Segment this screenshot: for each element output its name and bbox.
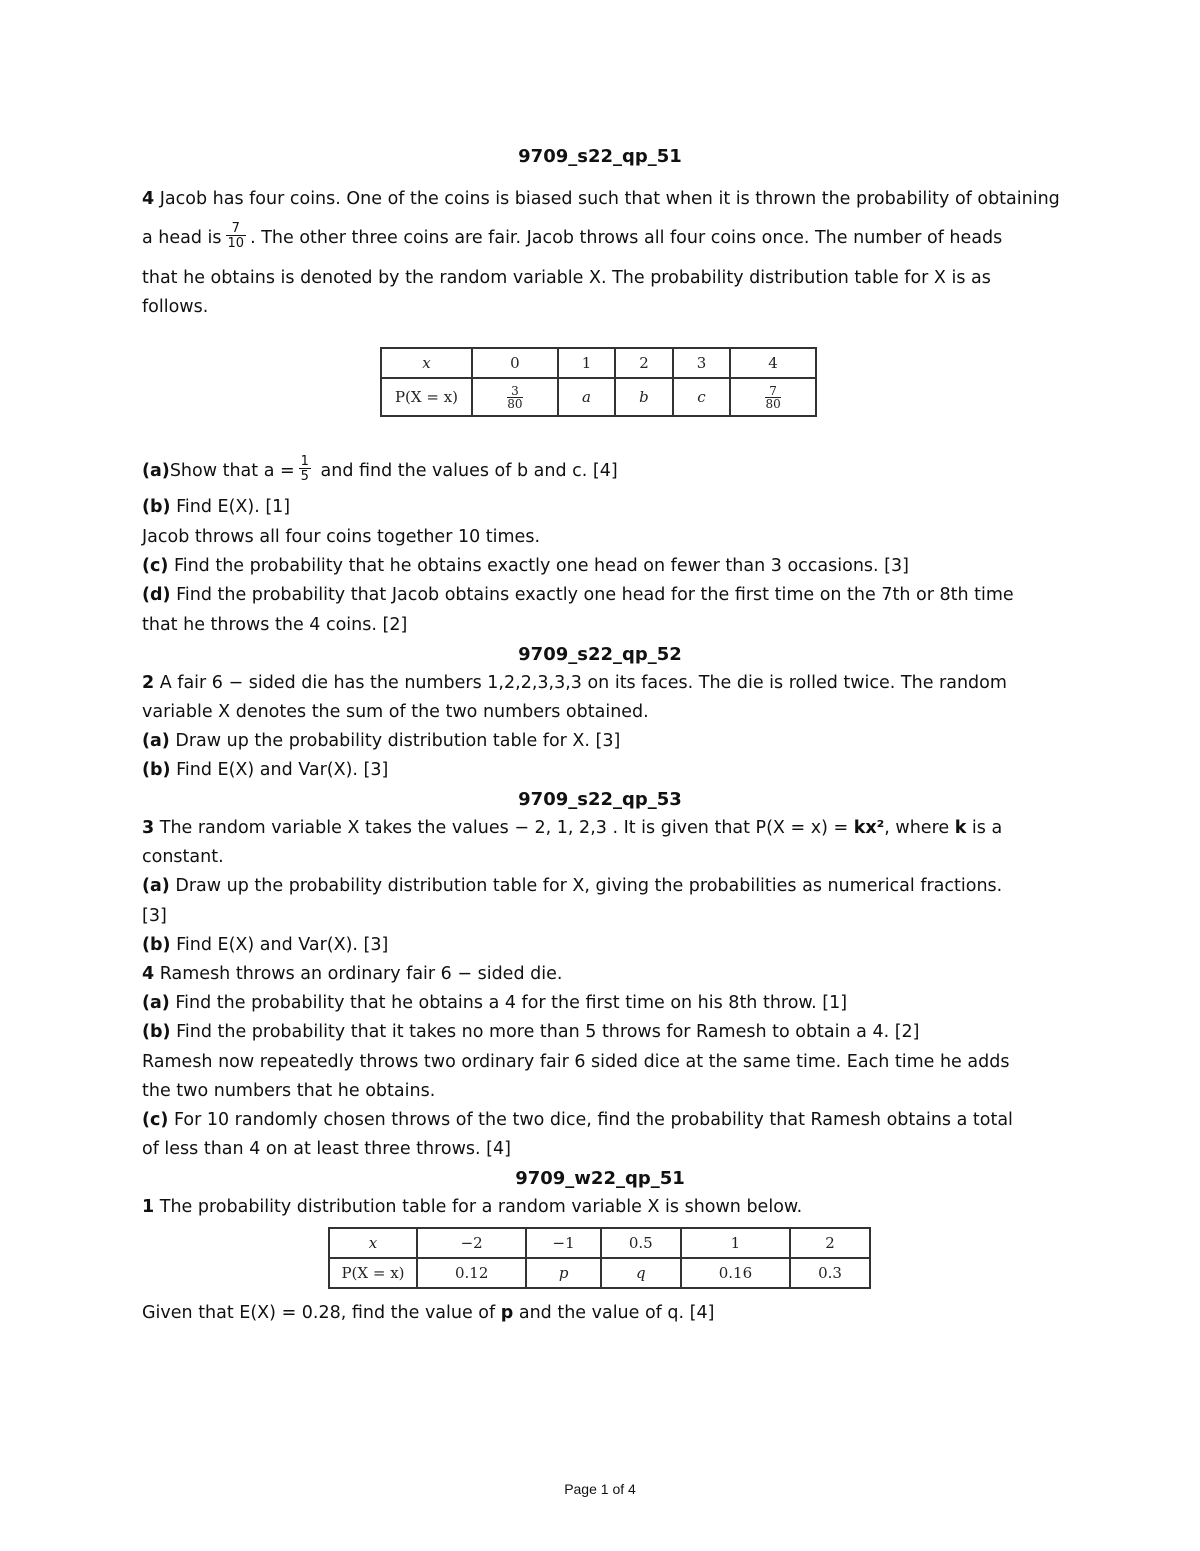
- question-line: [142, 221, 1003, 252]
- question-line: [142, 876, 1002, 896]
- probability-table: [380, 347, 817, 417]
- table-cell: 3: [673, 348, 730, 378]
- fraction: [299, 455, 311, 483]
- table-cell: −1: [526, 1228, 601, 1258]
- question-text: The probability distribution table for a random variable X is shown below.: [154, 1197, 803, 1217]
- question-text: Draw up the probability distribution table for X, giving the probabilities as numerical fractions.: [169, 876, 1003, 896]
- question-text: Jacob has four coins. One of the coins is biased such that when it is thrown the probability of obtaining: [159, 189, 1060, 209]
- table-cell: c: [673, 378, 730, 416]
- section-heading: 9709_s22_qp_52: [518, 644, 682, 665]
- table-cell: [730, 378, 816, 416]
- section-heading: 9709_w22_qp_51: [515, 1168, 685, 1189]
- question-line: [142, 556, 909, 576]
- fraction: [226, 222, 247, 250]
- table-row-label: P(X = x): [381, 378, 472, 416]
- question-line: [142, 454, 618, 485]
- table-cell: 2: [615, 348, 673, 378]
- question-line: that he throws the 4 coins. [2]: [142, 615, 408, 635]
- fraction-numerator: 1: [300, 454, 309, 469]
- table-cell: 0.12: [417, 1258, 526, 1288]
- question-line: the two numbers that he obtains.: [142, 1081, 436, 1101]
- fraction-numerator: 3: [507, 385, 522, 398]
- table-cell: [472, 378, 558, 416]
- question-line: [142, 993, 847, 1013]
- question-line: [142, 760, 388, 780]
- table-cell: 0.3: [790, 1258, 870, 1288]
- question-text: is a: [966, 818, 1003, 838]
- table-header-label: x: [329, 1228, 417, 1258]
- question-text: Find E(X) and Var(X). [3]: [170, 760, 389, 780]
- table-cell: 1: [558, 348, 615, 378]
- question-text: Find the probability that he obtains exactly one head on fewer than 3 occasions. [3]: [168, 556, 909, 576]
- question-text: A fair 6 − sided die has the numbers 1,2,2,3,3,3 on its faces. The die is rolled twice. The random: [154, 673, 1007, 693]
- table-cell: −2: [417, 1228, 526, 1258]
- question-line: variable X denotes the sum of the two numbers obtained.: [142, 702, 649, 722]
- question-text: , where: [884, 818, 955, 838]
- question-text: Ramesh throws an ordinary fair 6 − sided die.: [154, 964, 563, 984]
- question-line: [3]: [142, 906, 167, 926]
- table-cell: 2: [790, 1228, 870, 1258]
- question-line: follows.: [142, 297, 209, 317]
- math-variable: p: [500, 1303, 514, 1323]
- question-text: Find the probability that it takes no more than 5 throws for Ramesh to obtain a 4. [2]: [170, 1022, 920, 1042]
- part-label: (b): [142, 935, 171, 955]
- page-number: Page 1 of 4: [564, 1481, 636, 1497]
- table-row-label: P(X = x): [329, 1258, 417, 1288]
- question-text: and find the values of b and c. [4]: [314, 461, 618, 481]
- fraction-denominator: 10: [227, 236, 245, 251]
- question-text: Show that a =: [169, 461, 295, 481]
- part-label: (a): [142, 993, 170, 1013]
- question-line: of less than 4 on at least three throws. [4]: [142, 1139, 511, 1159]
- question-line: [142, 673, 1007, 693]
- question-text: Draw up the probability distribution table for X. [3]: [169, 731, 621, 751]
- question-number: 4: [142, 189, 155, 209]
- question-line: [142, 964, 562, 984]
- part-label: (b): [142, 760, 171, 780]
- question-text: For 10 randomly chosen throws of the two dice, find the probability that Ramesh obtains a total: [168, 1110, 1013, 1130]
- question-line: Ramesh now repeatedly throws two ordinary fair 6 sided dice at the same time. Each time he adds: [142, 1052, 1010, 1072]
- part-label: (d): [142, 585, 171, 605]
- question-line: [142, 935, 388, 955]
- part-label: (a): [142, 461, 170, 481]
- question-text: a head is: [142, 228, 222, 248]
- part-label: (b): [142, 497, 171, 517]
- table-cell: 0.16: [681, 1258, 790, 1288]
- question-number: 3: [142, 818, 155, 838]
- question-line: that he obtains is denoted by the random variable X. The probability distribution table for X is as: [142, 268, 991, 288]
- part-label: (b): [142, 1022, 171, 1042]
- table-cell: 0.5: [601, 1228, 681, 1258]
- question-text: Find the probability that he obtains a 4 for the first time on his 8th throw. [1]: [169, 993, 848, 1013]
- question-text: Given that E(X) = 0.28, find the value of: [142, 1303, 501, 1323]
- fraction-numerator: 7: [765, 385, 780, 398]
- table-cell: q: [601, 1258, 681, 1288]
- question-text: The random variable X takes the values − 2, 1, 2,3 . It is given that P(X = x) =: [154, 818, 854, 838]
- section-heading: 9709_s22_qp_53: [518, 789, 682, 810]
- question-text: and the value of q. [4]: [513, 1303, 715, 1323]
- probability-table: [328, 1227, 871, 1289]
- table-cell: b: [615, 378, 673, 416]
- fraction-denominator: 80: [507, 396, 523, 411]
- part-label: (c): [142, 1110, 169, 1130]
- question-line: Jacob throws all four coins together 10 times.: [142, 527, 541, 547]
- table-cell: 0: [472, 348, 558, 378]
- section-heading: 9709_s22_qp_51: [518, 146, 682, 167]
- table-header-label: x: [381, 348, 472, 378]
- question-line: [142, 818, 1002, 838]
- table-cell: p: [526, 1258, 601, 1288]
- question-text: Find E(X). [1]: [170, 497, 291, 517]
- fraction-numerator: 7: [231, 221, 240, 236]
- part-label: (a): [142, 731, 170, 751]
- question-line: [142, 1197, 802, 1217]
- table-cell: a: [558, 378, 615, 416]
- question-line: [142, 497, 290, 517]
- math-variable: k: [954, 818, 967, 838]
- part-label: (c): [142, 556, 169, 576]
- question-text: . The other three coins are fair. Jacob throws all four coins once. The number of heads: [250, 228, 1003, 248]
- math-expression: kx²: [853, 818, 885, 838]
- fraction-denominator: 5: [300, 469, 309, 484]
- question-number: 1: [142, 1197, 155, 1217]
- table-cell: 4: [730, 348, 816, 378]
- question-number: 4: [142, 964, 155, 984]
- question-line: [142, 585, 1014, 605]
- question-line: [142, 1110, 1013, 1130]
- question-line: [142, 1022, 920, 1042]
- question-line: [142, 189, 1060, 209]
- question-line: [142, 1303, 714, 1323]
- question-line: [142, 731, 620, 751]
- table-cell: 1: [681, 1228, 790, 1258]
- fraction-denominator: 80: [765, 396, 781, 411]
- question-text: Find the probability that Jacob obtains exactly one head for the first time on the 7th or 8th time: [170, 585, 1014, 605]
- part-label: (a): [142, 876, 170, 896]
- question-text: Find E(X) and Var(X). [3]: [170, 935, 389, 955]
- question-line: constant.: [142, 847, 224, 867]
- question-number: 2: [142, 673, 155, 693]
